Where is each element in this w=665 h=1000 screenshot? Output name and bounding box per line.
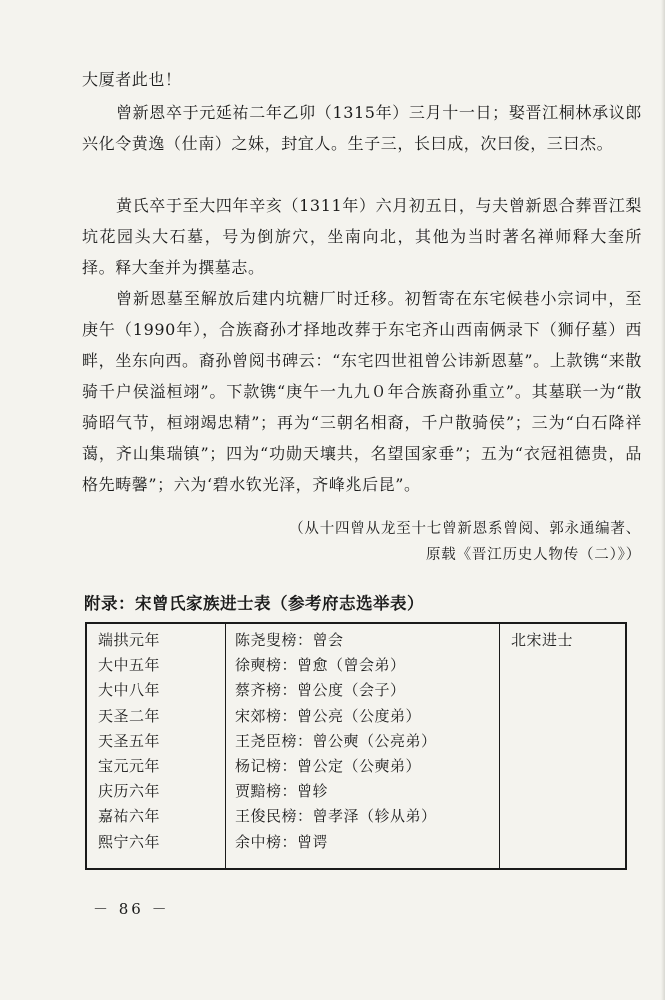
table-cell-winner: 王尧臣榜：曾公奭（公亮弟）: [235, 731, 437, 750]
jinshi-table: [85, 622, 627, 870]
table-cell-year: 天圣二年: [98, 706, 161, 725]
paragraph-death-and-marriage: 曾新恩卒于元延祐二年乙卯（1315年）三月十一日；娶晋江桐林承议郎兴化令黄逸（仕南）之妹，封宜人。生子三，长曰成，次曰俊，三曰杰。: [82, 103, 642, 153]
table-cell-winner: 宋郊榜：曾公亮（公度弟）: [235, 706, 422, 725]
table-cell-winner: 蔡齐榜：曾公度（会子）: [235, 681, 406, 700]
table-cell-year: 大中八年: [98, 681, 161, 700]
table-cell-note: 北宋进士: [511, 631, 574, 649]
source-citation-line-1: （从十四曾从龙至十七曾新恩系曾阅、郭永通编著、: [289, 521, 641, 537]
winner-column: [235, 628, 495, 855]
table-cell-winner: 陈尧叟榜：曾会: [235, 631, 344, 649]
table-cell-year: 嘉祐六年: [98, 807, 161, 826]
paragraph-wife-burial: 黄氏卒于至大四年辛亥（1311年）六月初五日，与夫曾新恩合葬晋江梨坑花园头大石墓，号为倒旂穴，坐南向北，其他为当时著名禅师释大奎所择。释大奎并为撰墓志。: [82, 196, 642, 277]
note-column: [511, 628, 621, 653]
appendix-title: 附录：宋曾氏家族进士表（参考府志选举表）: [84, 594, 424, 613]
table-cell-winner: 余中榜：曾谔: [235, 832, 329, 851]
source-citation-line-2: 原载《晋江历史人物传（二）》）: [426, 547, 641, 563]
table-cell-year: 熙宁六年: [98, 832, 161, 851]
table-cell-winner: 杨记榜：曾公定（公奭弟）: [235, 756, 422, 775]
table-cell-winner: 徐奭榜：曾愈（曾会弟）: [235, 656, 406, 675]
table-cell-year: 天圣五年: [98, 731, 161, 750]
table-cell-year: 端拱元年: [98, 631, 161, 649]
table-cell-winner: 贾黯榜：曾轸: [235, 782, 329, 801]
table-divider: [225, 624, 226, 868]
table-cell-winner: 王俊民榜：曾孝泽（轸从弟）: [235, 807, 437, 826]
table-cell-year: 宝元元年: [98, 756, 161, 775]
page-number: － 86 －: [93, 900, 170, 918]
paragraph-tomb-relocation: 曾新恩墓至解放后建内坑糖厂时迁移。初暂寄在东宅候巷小宗词中，至庚午（1990年），合族裔孙才择地改葬于东宅齐山西南俩录下（狮仔墓）西畔，坐东向西。裔孙曾阅书碑云：“东宅四世祖曾公讳新恩墓”。上款镌“来散骑千户侯溢桓翊”。下款镌“庚午一九九０年合族裔孙重立”。其墓联一为“散骑昭气节，桓翊竭忠精”；再为“三朝名相裔，千户散骑侯”；三为“白石降祥蔼，齐山集瑞镇”；四为“功勋天壤共，名望国家垂”；五为“衣冠祖德贵，品格先畴馨”；六为‘碧水钦光泽，齐峰兆后昆”。: [82, 289, 642, 494]
year-column: [98, 628, 222, 855]
table-cell-year: 大中五年: [98, 656, 161, 675]
paragraph-opening: 大厦者此也！: [82, 70, 182, 89]
table-cell-year: 庆历六年: [98, 782, 161, 801]
page-edge-shadow: [661, 0, 665, 1000]
table-divider: [499, 624, 500, 868]
